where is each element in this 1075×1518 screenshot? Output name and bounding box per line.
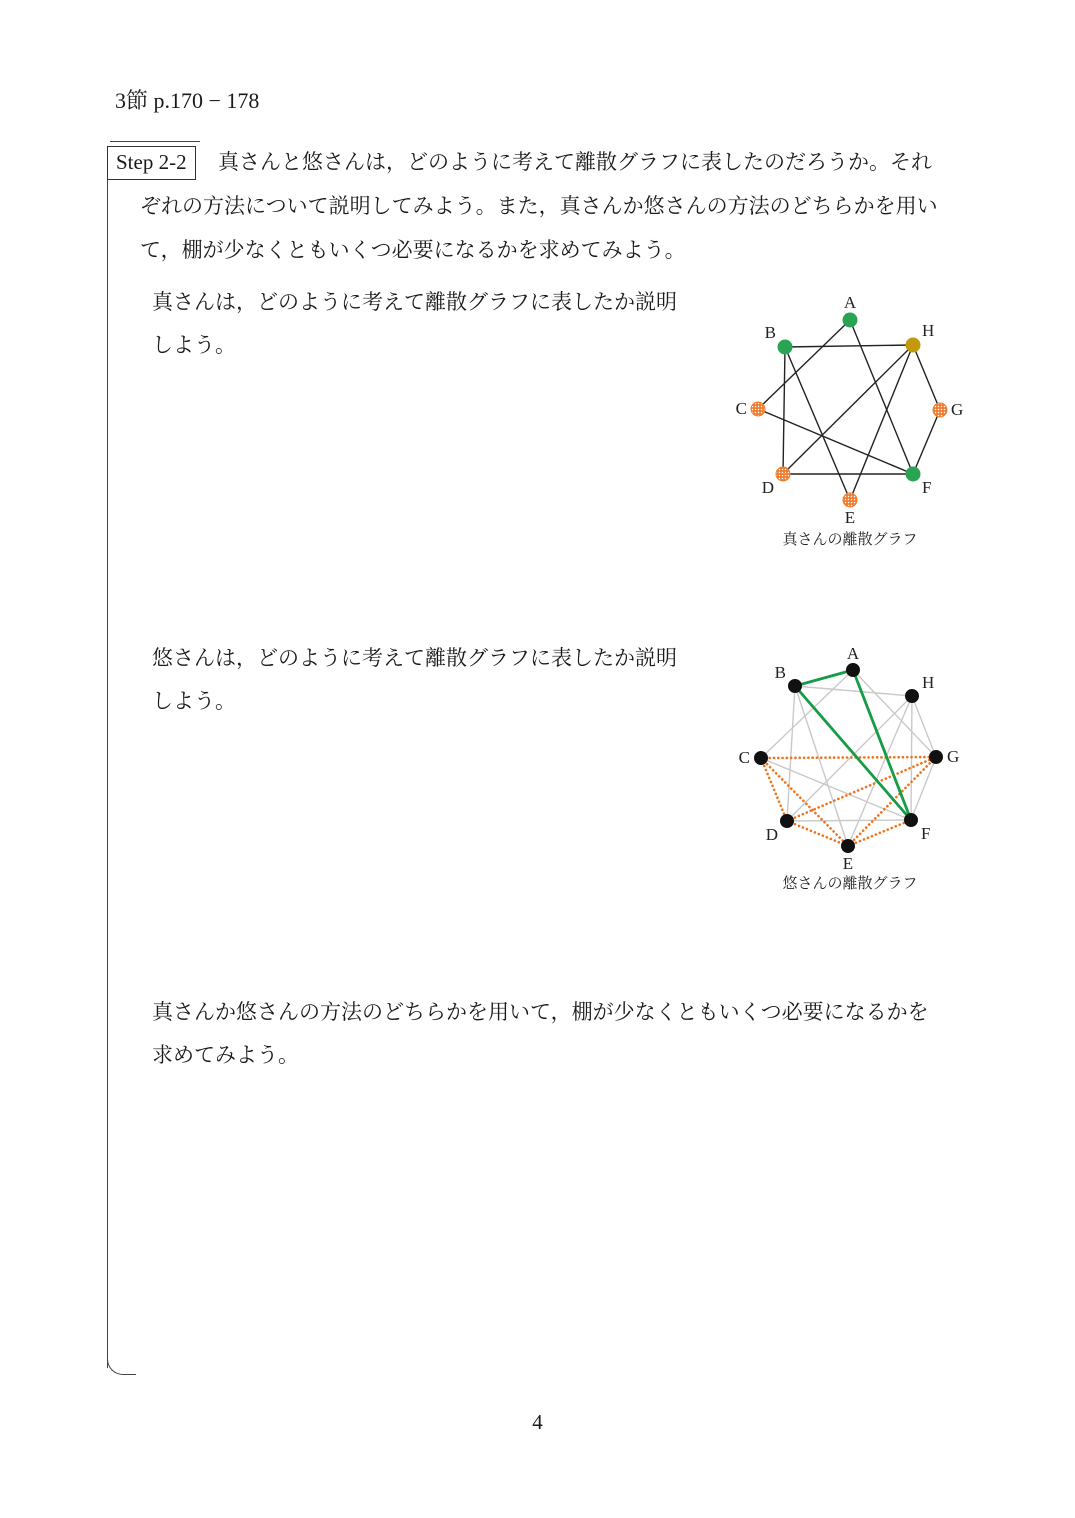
node-G [930, 751, 943, 764]
edge-G-H [913, 345, 940, 410]
node-label-D: D [765, 825, 778, 844]
section3-text-line-2: 求めてみよう。 [152, 1043, 299, 1067]
node-A [847, 664, 860, 677]
node-label-E: E [842, 854, 854, 873]
step-bracket-bottom-hook [107, 1352, 136, 1375]
mako-graph-caption: 真さんの離散グラフ [782, 532, 918, 548]
node-H [906, 690, 919, 703]
edge-B-E [795, 686, 848, 846]
section2-text-line-1: 悠さんは，どのように考えて離散グラフに表したか説明 [152, 646, 677, 670]
yu-discrete-graph [700, 638, 980, 888]
edge-E-H [850, 345, 913, 500]
node-label-B: B [764, 323, 776, 342]
section2-text-line-2: しよう。 [152, 689, 236, 713]
node-A [843, 313, 857, 327]
node-F [905, 814, 918, 827]
node-H [906, 338, 920, 352]
node-label-G: G [951, 400, 964, 419]
edge-D-E [787, 821, 848, 846]
edge-B-H [795, 686, 912, 696]
edge-A-F [853, 670, 911, 820]
step-text-line-1: 真さんと悠さんは，どのように考えて離散グラフに表したのだろうか。それ [218, 150, 932, 174]
node-C [751, 402, 765, 416]
step-bracket-top-line [110, 141, 200, 142]
node-F [906, 467, 920, 481]
edge-G-H [912, 696, 936, 757]
mako-discrete-graph [700, 282, 980, 532]
node-E [843, 493, 857, 507]
node-label-D: D [761, 478, 774, 497]
node-label-F: F [921, 824, 931, 843]
step-text-line-3: て，棚が少なくともいくつ必要になるかを求めてみよう。 [140, 238, 686, 262]
node-label-H: H [922, 321, 935, 340]
node-D [776, 467, 790, 481]
edge-D-F [787, 820, 911, 821]
section1-text-line-2: しよう。 [152, 333, 236, 357]
node-E [842, 840, 855, 853]
edge-B-E [785, 347, 850, 500]
node-B [778, 340, 792, 354]
node-label-A: A [846, 644, 860, 663]
node-D [781, 815, 794, 828]
section1-text-line-1: 真さんは，どのように考えて離散グラフに表したか説明 [152, 290, 677, 314]
node-label-B: B [774, 663, 786, 682]
step-badge: Step 2-2 [107, 146, 196, 180]
section3-text-line-1: 真さんか悠さんの方法のどちらかを用いて，棚が少なくともいくつ必要になるかを [152, 1000, 929, 1024]
node-label-F: F [922, 478, 932, 497]
node-label-C: C [735, 399, 747, 418]
step-text-line-2: ぞれの方法について説明してみよう。また，真さんか悠さんの方法のどちらかを用い [140, 194, 938, 218]
node-label-H: H [922, 673, 935, 692]
edge-B-F [795, 686, 911, 820]
node-G [933, 403, 947, 417]
edge-D-H [783, 345, 913, 474]
edge-F-G [913, 410, 940, 474]
edge-B-D [783, 347, 785, 474]
yu-graph-caption: 悠さんの離散グラフ [782, 876, 918, 892]
page-number: 4 [532, 1410, 543, 1434]
edge-D-G [787, 757, 936, 821]
node-B [789, 680, 802, 693]
edge-C-G [761, 757, 936, 758]
section-header: 3節 p.170 − 178 [115, 88, 260, 113]
edge-B-D [787, 686, 795, 821]
step-bracket-vertical-line [107, 146, 108, 1368]
node-label-C: C [738, 748, 750, 767]
node-C [755, 752, 768, 765]
edge-B-H [785, 345, 913, 347]
node-label-G: G [947, 747, 960, 766]
node-label-E: E [844, 508, 856, 527]
node-label-A: A [843, 293, 857, 312]
